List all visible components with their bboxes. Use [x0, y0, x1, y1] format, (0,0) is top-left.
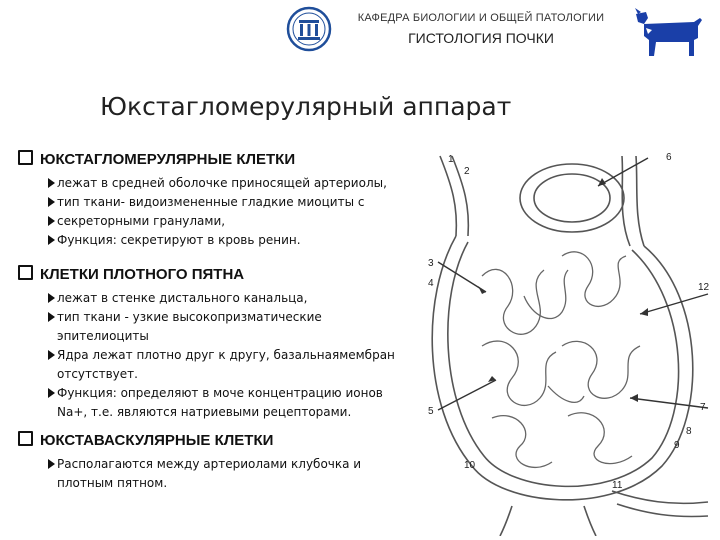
- figure-label-1: 1: [448, 154, 454, 165]
- list-macula-densa: [48, 289, 395, 422]
- department-name: КАФЕДРА БИОЛОГИИ И ОБЩЕЙ ПАТОЛОГИИ: [357, 12, 605, 24]
- list-jg-cells: [48, 174, 387, 250]
- checkbox-bullet-icon: [18, 265, 33, 280]
- list-item: лежат в средней оболочке приносящей артериолы,: [48, 174, 387, 193]
- list-item: Функция: секретируют в кровь ренин.: [48, 231, 387, 250]
- list-item-continuation: эпителиоциты: [57, 329, 149, 343]
- list-item-continuation: отсутствует.: [57, 367, 138, 381]
- figure-label-11: 11: [612, 480, 623, 491]
- list-item-continuation: плотным пятном.: [57, 476, 168, 490]
- arrow-bullet-icon: [48, 350, 55, 360]
- checkbox-bullet-icon: [18, 150, 33, 165]
- arrow-bullet-icon: [48, 216, 55, 226]
- checkbox-bullet-icon: [18, 431, 33, 446]
- list-item-continuation: Na+, т.е. являются натриевыми рецепторами.: [57, 405, 352, 419]
- section-heading-jg-cells: [18, 150, 295, 168]
- arrow-bullet-icon: [48, 235, 55, 245]
- figure-label-10: 10: [464, 460, 476, 471]
- figure-label-8: 8: [686, 426, 692, 437]
- dog-logo: [632, 4, 708, 58]
- arrow-bullet-icon: [48, 312, 55, 322]
- section-heading-jv-cells: [18, 431, 273, 449]
- list-item: Располагаются между артериолами клубочка и: [48, 455, 361, 474]
- list-item: тип ткани- видоизмененные гладкие миоциты с: [48, 193, 387, 212]
- section-heading-text: КЛЕТКИ ПЛОТНОГО ПЯТНА: [40, 266, 245, 283]
- list-jv-cells: [48, 455, 361, 493]
- figure-label-3: 3: [428, 258, 434, 269]
- figure-label-7: 7: [700, 402, 706, 413]
- university-logo: [286, 6, 332, 52]
- list-item: секреторными гранулами,: [48, 212, 387, 231]
- arrow-bullet-icon: [48, 293, 55, 303]
- figure-label-4: 4: [428, 278, 434, 289]
- slide-title: Юкстагломерулярный аппарат: [100, 92, 512, 121]
- juxtaglomerular-apparatus-figure: [412, 146, 716, 536]
- section-heading-text: ЮКСТАГЛОМЕРУЛЯРНЫЕ КЛЕТКИ: [40, 151, 296, 168]
- list-item: тип ткани - узкие высокопризматические: [48, 308, 395, 327]
- arrow-bullet-icon: [48, 459, 55, 469]
- list-item: Функция: определяют в моче концентрацию ионов: [48, 384, 395, 403]
- figure-label-2: 2: [464, 166, 470, 177]
- section-heading-macula-densa: [18, 265, 244, 283]
- figure-label-5: 5: [428, 406, 434, 417]
- arrow-bullet-icon: [48, 197, 55, 207]
- arrow-bullet-icon: [48, 178, 55, 188]
- subject-name: ГИСТОЛОГИЯ ПОЧКИ: [408, 30, 554, 46]
- list-item: Ядра лежат плотно друг к другу, базальнаямембран: [48, 346, 395, 365]
- section-heading-text: ЮКСТАВАСКУЛЯРНЫЕ КЛЕТКИ: [40, 432, 274, 449]
- figure-label-6: 6: [666, 152, 672, 163]
- list-item: лежат в стенке дистального канальца,: [48, 289, 395, 308]
- figure-label-9: 9: [674, 440, 680, 451]
- figure-label-12: 12: [698, 282, 710, 293]
- arrow-bullet-icon: [48, 388, 55, 398]
